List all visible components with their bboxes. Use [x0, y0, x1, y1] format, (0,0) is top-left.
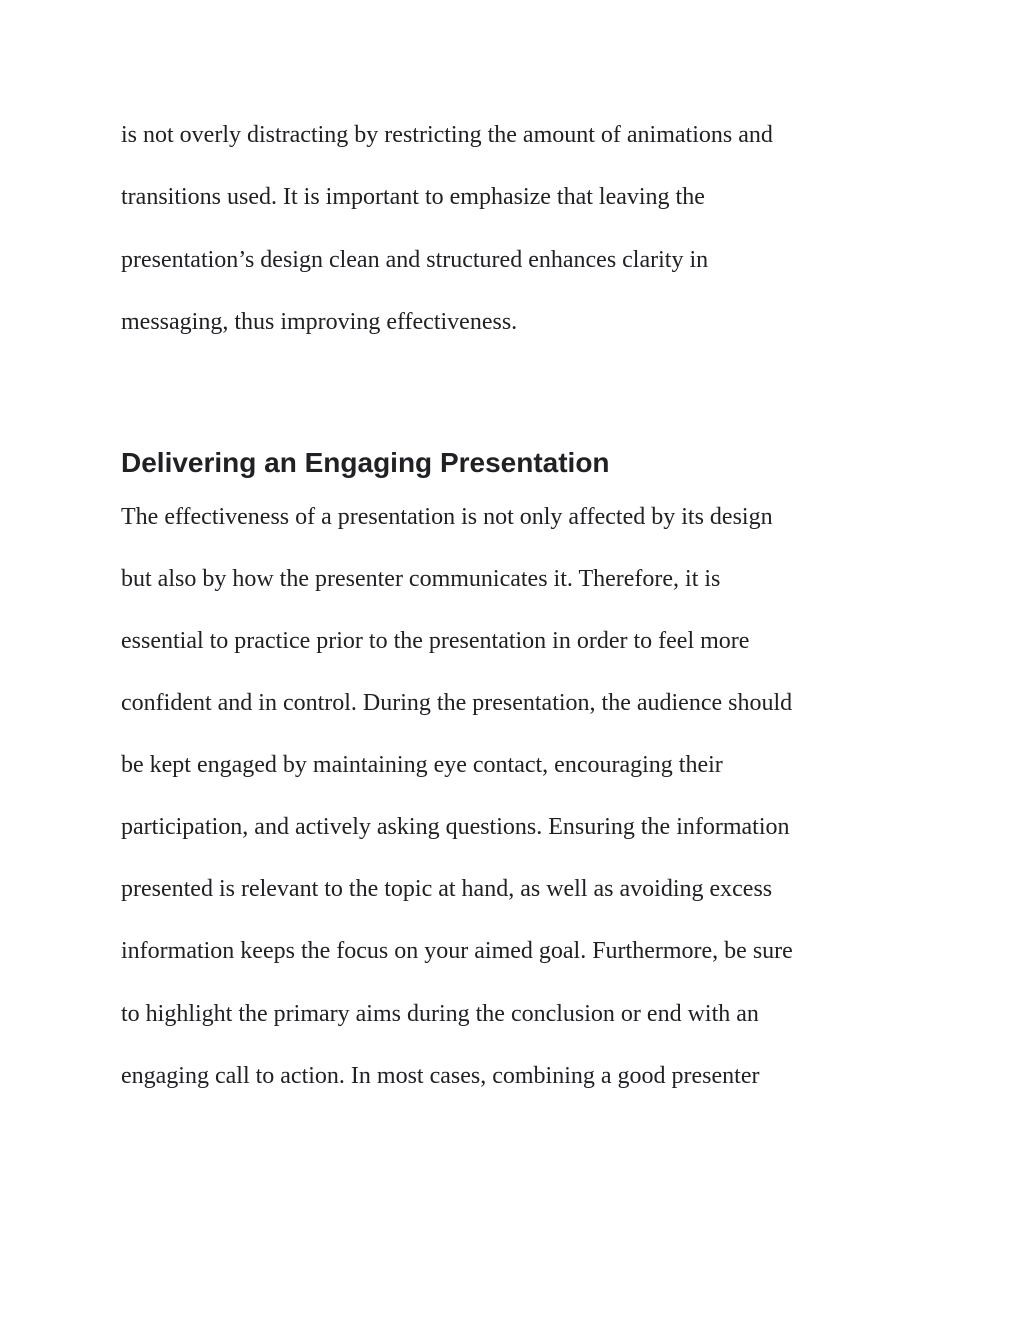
section-heading: Delivering an Engaging Presentation	[121, 447, 610, 478]
paragraph-line: engaging call to action. In most cases, combining a good presenter	[121, 1063, 760, 1089]
paragraph-line: to highlight the primary aims during the conclusion or end with an	[121, 1001, 759, 1027]
paragraph-line: presented is relevant to the topic at hand, as well as avoiding excess	[121, 876, 773, 902]
paragraph-line: The effectiveness of a presentation is not only affected by its design	[121, 504, 773, 530]
paragraph-line: presentation’s design clean and structured enhances clarity in	[121, 247, 709, 273]
paragraph-line: participation, and actively asking questions. Ensuring the information	[121, 814, 790, 840]
paragraph-line: confident and in control. During the presentation, the audience should	[121, 690, 793, 716]
paragraph-line: information keeps the focus on your aimed goal. Furthermore, be sure	[121, 938, 793, 964]
paragraph-line: messaging, thus improving effectiveness.	[121, 309, 518, 335]
paragraph-line: is not overly distracting by restricting the amount of animations and	[121, 122, 773, 148]
paragraph-line: essential to practice prior to the presentation in order to feel more	[121, 628, 750, 654]
paragraph-line: but also by how the presenter communicates it. Therefore, it is	[121, 566, 721, 592]
paragraph-line: transitions used. It is important to emphasize that leaving the	[121, 184, 705, 210]
paragraph-line: be kept engaged by maintaining eye contact, encouraging their	[121, 752, 723, 778]
